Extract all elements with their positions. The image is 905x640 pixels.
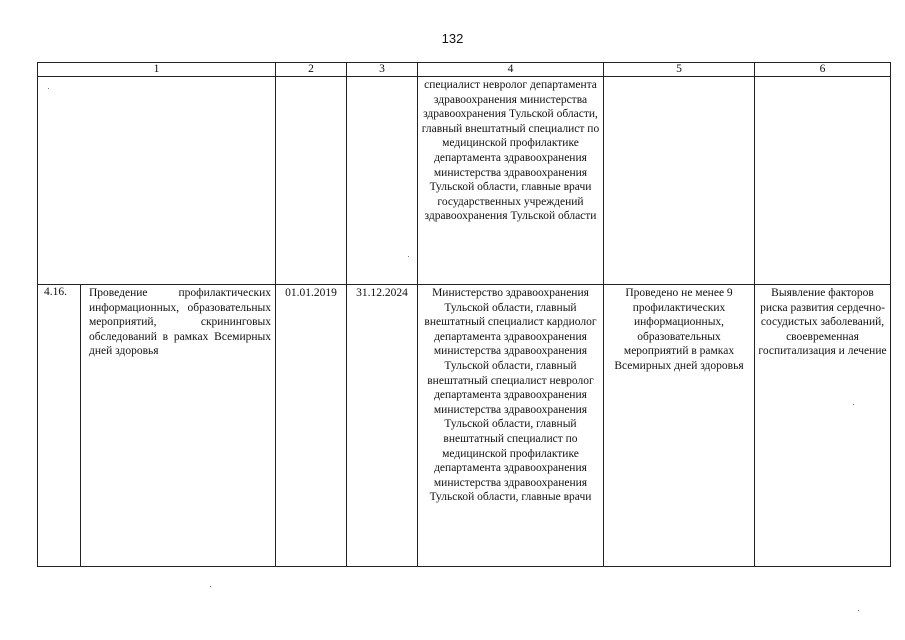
cell-col5	[604, 77, 755, 285]
scan-speck	[210, 586, 211, 587]
cell-start-date: 01.01.2019	[276, 285, 347, 567]
measures-table	[37, 62, 891, 567]
cell-responsible: специалист невролог департамента здравоохранения министерства здравоохранения Тульской области, главный внештатный специалист по медицинской профилактике департамента здравоохранения министерства здравоохранения Тульской области, главные врачи государственных учреждений здравоохранения Тульской области	[418, 77, 604, 285]
cell-col2	[276, 77, 347, 285]
page-number: 132	[441, 31, 464, 46]
header-col-2: 2	[276, 63, 347, 77]
cell-col3	[347, 77, 418, 285]
cell-number: 4.16.	[38, 285, 81, 567]
header-col-6: 6	[755, 63, 891, 77]
scan-speck	[858, 610, 859, 611]
cell-end-date: 31.12.2024	[347, 285, 418, 567]
header-col-5: 5	[604, 63, 755, 77]
cell-col1	[38, 77, 276, 285]
cell-responsible: Министерство здравоохранения Тульской области, главный внештатный специалист кардиолог департамента здравоохранения министерства здравоохранения Тульской области, главный внештатный специалист невролог департамента здравоохранения министерства здравоохранения Тульской области, главный внештатный специалист по медицинской профилактике департамента здравоохранения министерства здравоохранения Тульской области, главные врачи	[418, 285, 604, 567]
cell-title: Проведение профилактических информационных, образовательных мероприятий, скрининговых обследований в рамках Всемирных дней здоровья	[81, 285, 276, 567]
header-col-4: 4	[418, 63, 604, 77]
header-col-1: 1	[38, 63, 276, 77]
scan-speck	[408, 256, 409, 257]
table-row	[38, 285, 891, 567]
cell-col6	[755, 77, 891, 285]
scan-speck	[853, 404, 854, 405]
header-col-3: 3	[347, 63, 418, 77]
cell-effect: Выявление факторов риска развития сердечно-сосудистых заболеваний, своевременная госпитализация и лечение	[755, 285, 891, 567]
header-row	[38, 63, 891, 77]
table-row-continued	[38, 77, 891, 285]
cell-result: Проведено не менее 9 профилактических информационных, образовательных мероприятий в рамках Всемирных дней здоровья	[604, 285, 755, 567]
scan-speck	[48, 88, 49, 89]
